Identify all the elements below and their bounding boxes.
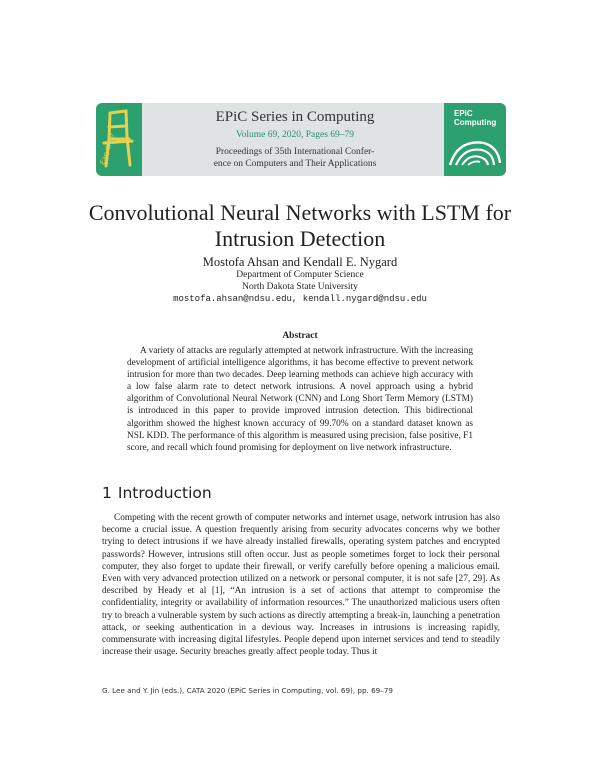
paper-authors: Mostofa Ahsan and Kendall E. Nygard	[202, 255, 398, 269]
section-heading-introduction	[102, 484, 502, 502]
page-footer-citation: G. Lee and Y. Jin (eds.), CATA 2020 (EPiC Series in Computing, vol. 69), pp. 69–79	[102, 686, 393, 695]
epic-logo-line-2: Computing	[454, 118, 497, 127]
abstract-heading: Abstract	[282, 331, 318, 341]
introduction-paragraph: Competing with the recent growth of computer networks and internet usage, network intrusion has also become a crucial issue. A question frequently arising from security advocates concerns why we bother trying to detect intrusions if we have already installed firewalls, operating system patches and encrypted passwords? However, intrusions still often occur. Just as people sometimes forget to lock their personal computer, they also forget to update their firewall, or verify carefully before opening a malicious email. Even with very advanced protection utilized on a network or personal computer, it is not safe [27, 29]. As described by Heady et al [1], “An intrusion is a set of actions that attempt to compromise the confidentiality, integrity or availability of information resources.” The unauthorized malicious users often try to breach a vulnerable system by such actions as directly attempting a break-in, launching a penetration attack, or seeking authentication in a devious way. Increases in intrusions is increasing rapidly, commensurate with increasing digital lifestyles. People depend upon internet services and tend to steadily increase their usage. Security breaches greatly affect people today. Thus it	[102, 513, 500, 658]
paper-title-line-1: Convolutional Neural Networks with LSTM for	[88, 200, 512, 225]
university: North Dakota State University	[242, 281, 358, 292]
swirl-icon	[444, 103, 506, 176]
abstract-text: A variety of attacks are regularly attempted at network infrastructure. With the increasing development of artificial intelligence algorithms, it has become effective to prevent network intrusion for more than two decades. Deep learning methods can achieve high accuracy with a low false alarm rate to detect network intrusions. A novel approach using a hybrid algorithm of Convolutional Neural Network (CNN) and Long Short Term Memory (LSTM) is introduced in this paper to provide improved intrusion detection. This bidirectional algorithm showed the highest known accuracy of 99.70% on a standard dataset known as NSL KDD. The performance of this algorithm is measured using precision, false positive, F1 score, and recall which found promising for deployment on live network infrastructure.	[127, 346, 473, 453]
author-emails[interactable]: mostofa.ahsan@ndsu.edu, kendall.nygard@ndsu.edu	[173, 294, 427, 304]
paper-title	[60, 200, 540, 252]
section-number: 1	[102, 484, 112, 502]
epic-computing-logo	[444, 103, 506, 176]
department: Department of Computer Science	[236, 270, 364, 280]
paper-title-line-2: Intrusion Detection	[214, 226, 386, 251]
introduction-body	[102, 512, 500, 658]
chair-icon	[96, 103, 142, 176]
proceedings-text	[150, 146, 440, 170]
volume-link[interactable]: Volume 69, 2020, Pages 69–79	[235, 130, 355, 140]
series-title: EPiC Series in Computing	[215, 109, 375, 125]
proceedings-line-2: ence on Computers and Their Applications	[213, 159, 377, 169]
abstract-body	[127, 345, 473, 454]
proceedings-line-1: Proceedings of 35th International Confer-	[215, 147, 375, 157]
section-title: Introduction	[117, 484, 212, 502]
affiliation	[60, 270, 540, 293]
easychair-logo	[96, 103, 142, 176]
easychair-logo-text: EasyChair	[98, 132, 117, 166]
epic-logo-line-1: EPiC	[454, 109, 473, 118]
